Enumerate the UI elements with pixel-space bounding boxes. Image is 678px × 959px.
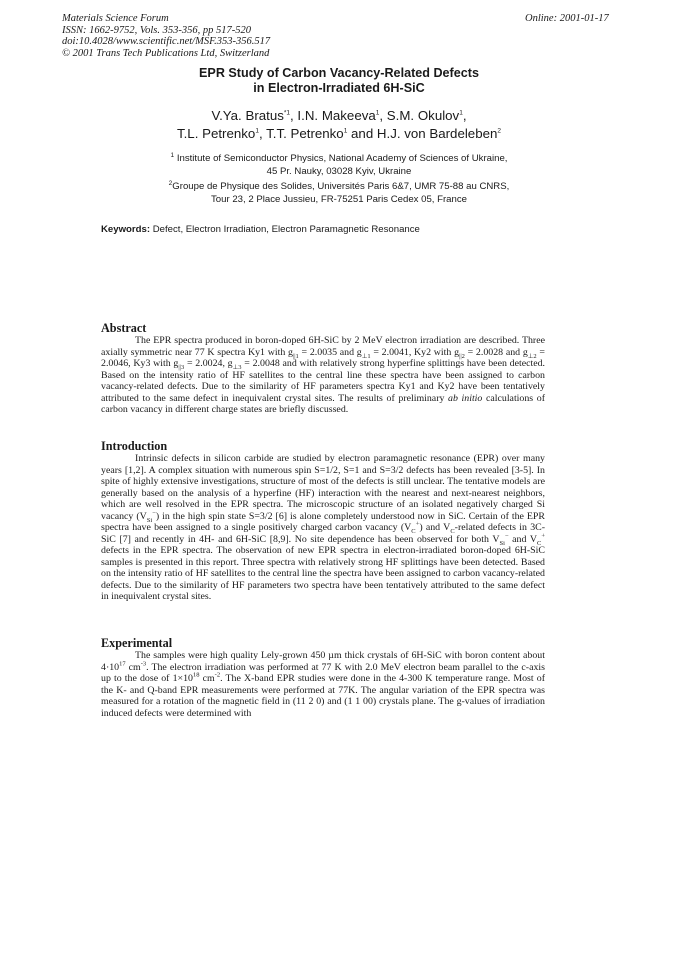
experimental-heading: Experimental [101, 636, 173, 650]
author-line-2: T.L. Petrenko$^1$, T.T. Petrenko$^1$ and H.J. von Bardeleben$^2$ [176, 126, 502, 141]
keywords [101, 224, 420, 235]
affiliation-2: $^2$Groupe de Physique des Solides, Universités Paris 6&7, UMR 75-88 au CNRS, Tour 23, 2 Place Jussieu, FR-75251 Paris Cedex 05, France [168, 179, 510, 206]
abstract-text: The EPR spectra produced in boron-doped 6H-SiC by 2 MeV electron irradiation are described. Three axially symmetric near 77 K spectra Ky1 with $g_{||1} = 2.0035$ and $g_{\perp 1} = 2.0041$, Ky2 with $g_{||2} = 2.0028$ and $g_{\perp 2} = 2.0046$, Ky3 with $g_{||3} = 2.0024$, $g_{\perp 3} = 2.0048$ and with relatively strong hyperfine splittings have been detected. Based on the intensity ratio of HF satellites to the central line these spectra have been assigned to carbon vacancy-related defects. Due to the similarity of HF parameters spectra Ky1 and Ky2 have been tentatively attributed to the same defect in inequivalent crystal sites. The results of preliminary ab initio calculations of carbon vacancy in different charge states are briefly discussed. [101, 335, 545, 415]
abstract-heading: Abstract [101, 321, 147, 335]
issn-line: ISSN: 1662-9752, Vols. 353-356, pp 517-520 [62, 24, 251, 36]
introduction-section [101, 440, 545, 603]
online-date: Online: 2001-01-17 [525, 13, 609, 24]
experimental-text: The samples were high quality Lely-grown 450 µm thick crystals of 6H-SiC with boron content about $4\cdot 10^{17}$ $cm^{-3}$. The electron irradiation was performed at 77 K with 2.0 MeV electron beam parallel to the c-axis up to the dose of $1\times 10^{18}$ $cm^{-2}$. The X-band EPR studies were done in the 4-300 K temperature range. Most of the K- and Q-band EPR measurements were performed at 77K. The angular variation of the EPR spectra was measured for a rotation of the magnetic field in (11 2 0) and (1 1 00) crystals plane. The g-values of irradiation induced defects were determined with [101, 650, 545, 719]
affiliation-1: $^1$ Institute of Semiconductor Physics, National Academy of Sciences of Ukraine, 45 Pr. Nauky, 03028 Kyiv, Ukraine [170, 151, 508, 178]
copyright-line: © 2001 Trans Tech Publications Ltd, Switzerland [62, 47, 270, 59]
introduction-heading: Introduction [101, 439, 168, 453]
abstract-section [101, 322, 545, 416]
author-list [0, 107, 678, 143]
author-line-1: V.Ya. Bratus$^{*1}$, I.N. Makeeva$^1$, S.M. Okulov$^1$, [211, 108, 467, 123]
doi-line: doi:10.4028/www.scientific.net/MSF.353-356.517 [62, 36, 271, 48]
keywords-text: Defect, Electron Irradiation, Electron Paramagnetic Resonance [150, 224, 420, 235]
journal-header [62, 13, 270, 59]
experimental-section [101, 637, 545, 719]
title-line-2: in Electron-Irradiated 6H-SiC [253, 81, 425, 95]
keywords-label: Keywords: [101, 224, 151, 235]
title-line-1: EPR Study of Carbon Vacancy-Related Defects [199, 66, 479, 80]
introduction-text: Intrinsic defects in silicon carbide are studied by electron paramagnetic resonance (EPR) over many years [1,2]. A complex situation with numerous spin S=1/2, S=1 and S=3/2 defects has been revealed [3-5]. In spite of highly extensive investigations, structure of most of the defects is still unclear. The tentative models are generally based on the analysis of a hyperfine (HF) interaction with the nearest and next-nearest neighbors, which are well resolved in the EPR spectra. The microscopic structure of an isolated negatively charged Si vacancy $(V_{Si}^-)$ in the high spin state S=3/2 [6] is alone completely understood now in SiC. Certain of the EPR spectra have been assigned to a single positively charged carbon vacancy $(V_C^+)$ and $V_C$-related defects in 3C-SiC [7] and recently in 4H- and 6H-SiC [8,9]. No site dependence has been observed for both $V_{Si}^-$ and $V_C^+$ defects in the EPR spectra. The observation of new EPR spectra in electron-irradiated boron-doped 6H-SiC samples is presented in this report. Three spectra with relatively strong HF splittings have been detected. Based on the intensity ratio of HF satellites to the central line the spectra have been assigned to carbon vacancy-related defects. Due to the similarity of HF parameters two spectra have been tentatively attributed to the same defect in inequivalent crystal sites. [101, 453, 546, 602]
journal-name: Materials Science Forum [62, 13, 169, 24]
paper-title [0, 66, 678, 96]
